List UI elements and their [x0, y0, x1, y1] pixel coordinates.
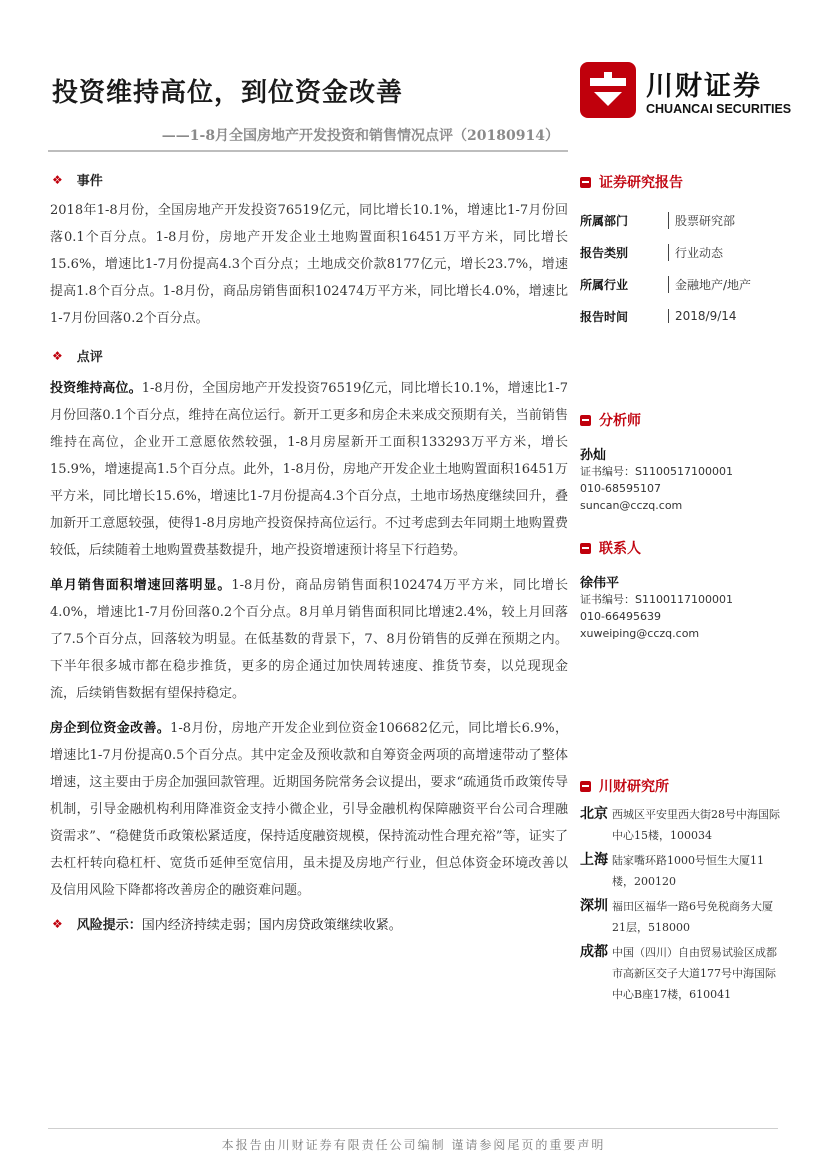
meta-value: 行业动态 — [668, 244, 723, 261]
logo-english-name: CHUANCAI SECURITIES — [646, 102, 792, 116]
meta-row — [580, 236, 780, 268]
diamond-bullet-icon: ❖ — [52, 348, 63, 363]
office-address: 福田区福华一路6号免税商务大厦21层，518000 — [612, 900, 773, 934]
company-logo — [580, 62, 792, 122]
meta-row — [580, 300, 780, 332]
office-address: 中国（四川）自由贸易试验区成都市高新区交子大道177号中海国际中心B座17楼，610041 — [612, 946, 777, 1001]
footer-disclaimer: 本报告由川财证券有限责任公司编制 谨请参阅尾页的重要声明 — [221, 1138, 606, 1152]
contact-card — [580, 572, 780, 642]
analyst-cert: 证书编号：S1100517100001 — [580, 465, 733, 478]
contact-email[interactable]: xuweiping@cczq.com — [580, 627, 700, 640]
office-item — [580, 850, 780, 892]
footer-divider — [48, 1128, 778, 1129]
analyst-heading — [580, 410, 780, 430]
meta-key: 所属行业 — [580, 277, 629, 292]
diamond-bullet-icon: ❖ — [52, 916, 63, 931]
office-city: 北京 — [580, 806, 608, 822]
meta-row — [580, 204, 780, 236]
review-heading-text: 点评 — [76, 350, 103, 365]
paragraph-body: 1-8月份，商品房销售面积102474万平方米，同比增长4.0%，增速比1-7月份回落0.2个百分点。8月单月销售面积同比增速2.4%，较上月回落了7.5个百分点，回落较为明显。在低基数的背景下，7、8月份销售的反弹在预期之内。下半年很多城市都在稳步推货，更多的房企通过加快周转速度、推货节奏，以兑现现金流，后续销售数据有望保持稳定。 — [50, 578, 568, 701]
meta-value: 金融地产/地产 — [668, 276, 751, 293]
review-paragraph-funding — [50, 715, 568, 904]
contact-phone: 010-66495639 — [580, 610, 661, 623]
paragraph-body: 1-8月份，房地产开发企业到位资金106682亿元，同比增长6.9%，增速比1-7月份提高0.5个百分点。其中定金及预收款和自筹资金两项的高增速带动了整体增速，这主要由于房企加强回款管理。近期国务院常务会议提出，要求“疏通货币政策传导机制，引导金融机构利用降准资金支持小微企业，引导金融机构保障融资平台公司合理融资需求”、“稳健货币政策松紧适度，保持适度融资规模，保持流动性合理充裕”等，证实了去杠杆转向稳杠杆、宽货币延伸至宽信用，虽未提及房地产行业，但总体资金环境改善以及信用风险下降都将改善房企的融资难问题。 — [50, 721, 568, 898]
risk-heading: 风险提示： — [76, 918, 142, 933]
chuancai-logo-icon — [580, 62, 636, 118]
analyst-name: 孙灿 — [580, 448, 607, 463]
office-item — [580, 896, 780, 938]
paragraph-body: 1-8月份，全国房地产开发投资76519亿元，同比增长10.1%，增速比1-7月份回落0.1个百分点，维持在高位运行。新开工更多和房企未来成交预期有关，当前销售维持在高位，企业开工意愿依然较强，1-8月房屋新开工面积133293万平方米，增长15.9%，增速提高1.5个百分点。此外，1-8月份，房地产开发企业土地购置面积16451万平方米，同比增长15.6%，增速比1-7月份提高4.3个百分点，土地市场热度继续回升，叠加新开工意愿较强，使得1-8月房地产投资保持高位运行。不过考虑到去年同期土地购置费较低，后续随着土地购置费基数提升，地产投资增速预计将呈下行趋势。 — [50, 381, 568, 558]
paragraph-lead: 投资维持高位。 — [50, 381, 142, 396]
risk-line — [50, 914, 568, 933]
report-meta-table — [580, 204, 780, 332]
section-marker-icon — [580, 177, 591, 188]
office-item — [580, 804, 780, 846]
report-info-heading — [580, 172, 780, 192]
meta-row — [580, 268, 780, 300]
event-heading — [50, 170, 568, 189]
section-marker-icon — [580, 543, 591, 554]
office-address: 西城区平安里西大街28号中海国际中心15楼，100034 — [612, 808, 780, 842]
meta-key: 所属部门 — [580, 213, 629, 228]
contact-heading — [580, 538, 780, 558]
main-column — [50, 170, 568, 933]
contact-name: 徐伟平 — [580, 576, 620, 591]
analyst-phone: 010-68595107 — [580, 482, 661, 495]
logo-chinese-name: 川财证券 — [646, 71, 762, 102]
office-item — [580, 942, 780, 1005]
review-heading — [50, 346, 568, 365]
section-marker-icon — [580, 415, 591, 426]
diamond-bullet-icon: ❖ — [52, 172, 63, 187]
office-city: 深圳 — [580, 898, 608, 914]
office-list — [580, 804, 780, 1005]
meta-value: 2018/9/14 — [668, 309, 737, 323]
paragraph-lead: 房企到位资金改善。 — [50, 721, 171, 736]
event-paragraph: 2018年1-8月份，全国房地产开发投资76519亿元，同比增长10.1%，增速比1-7月份回落0.1个百分点。1-8月份，房地产开发企业土地购置面积16451万平方米，同比增长15.6%，增速比1-7月份提高4.3个百分点；土地成交价款8177亿元，增长23.7%，增速提高1.8个百分点。1-8月份，商品房销售面积102474万平方米，同比增长4.0%，增速比1-7月份回落0.2个百分点。 — [50, 203, 568, 326]
event-heading-text: 事件 — [76, 174, 103, 189]
review-paragraph-sales — [50, 572, 568, 707]
meta-value: 股票研究部 — [668, 212, 735, 229]
paragraph-lead: 单月销售面积增速回落明显。 — [50, 578, 232, 593]
risk-text: 国内经济持续走弱；国内房贷政策继续收紧。 — [141, 918, 402, 933]
analyst-email[interactable]: suncan@cczq.com — [580, 499, 683, 512]
section-marker-icon — [580, 781, 591, 792]
institute-heading — [580, 776, 780, 796]
contact-cert: 证书编号：S1100117100001 — [580, 593, 733, 606]
analyst-heading-text: 分析师 — [599, 413, 641, 429]
report-info-heading-text: 证券研究报告 — [599, 175, 683, 191]
review-paragraph-investment — [50, 375, 568, 564]
office-city: 上海 — [580, 852, 608, 868]
office-city: 成都 — [580, 944, 608, 960]
analyst-card — [580, 444, 780, 514]
meta-key: 报告时间 — [580, 309, 629, 324]
header-divider — [48, 150, 568, 152]
sidebar — [580, 172, 780, 1009]
office-address: 陆家嘴环路1000号恒生大厦11楼，200120 — [612, 854, 764, 888]
meta-key: 报告类别 — [580, 245, 629, 260]
report-subtitle: ——1-8月全国房地产开发投资和销售情况点评（20180914） — [161, 128, 559, 144]
report-title: 投资维持高位，到位资金改善 — [52, 78, 404, 108]
contact-heading-text: 联系人 — [599, 541, 641, 557]
institute-heading-text: 川财研究所 — [599, 779, 669, 795]
